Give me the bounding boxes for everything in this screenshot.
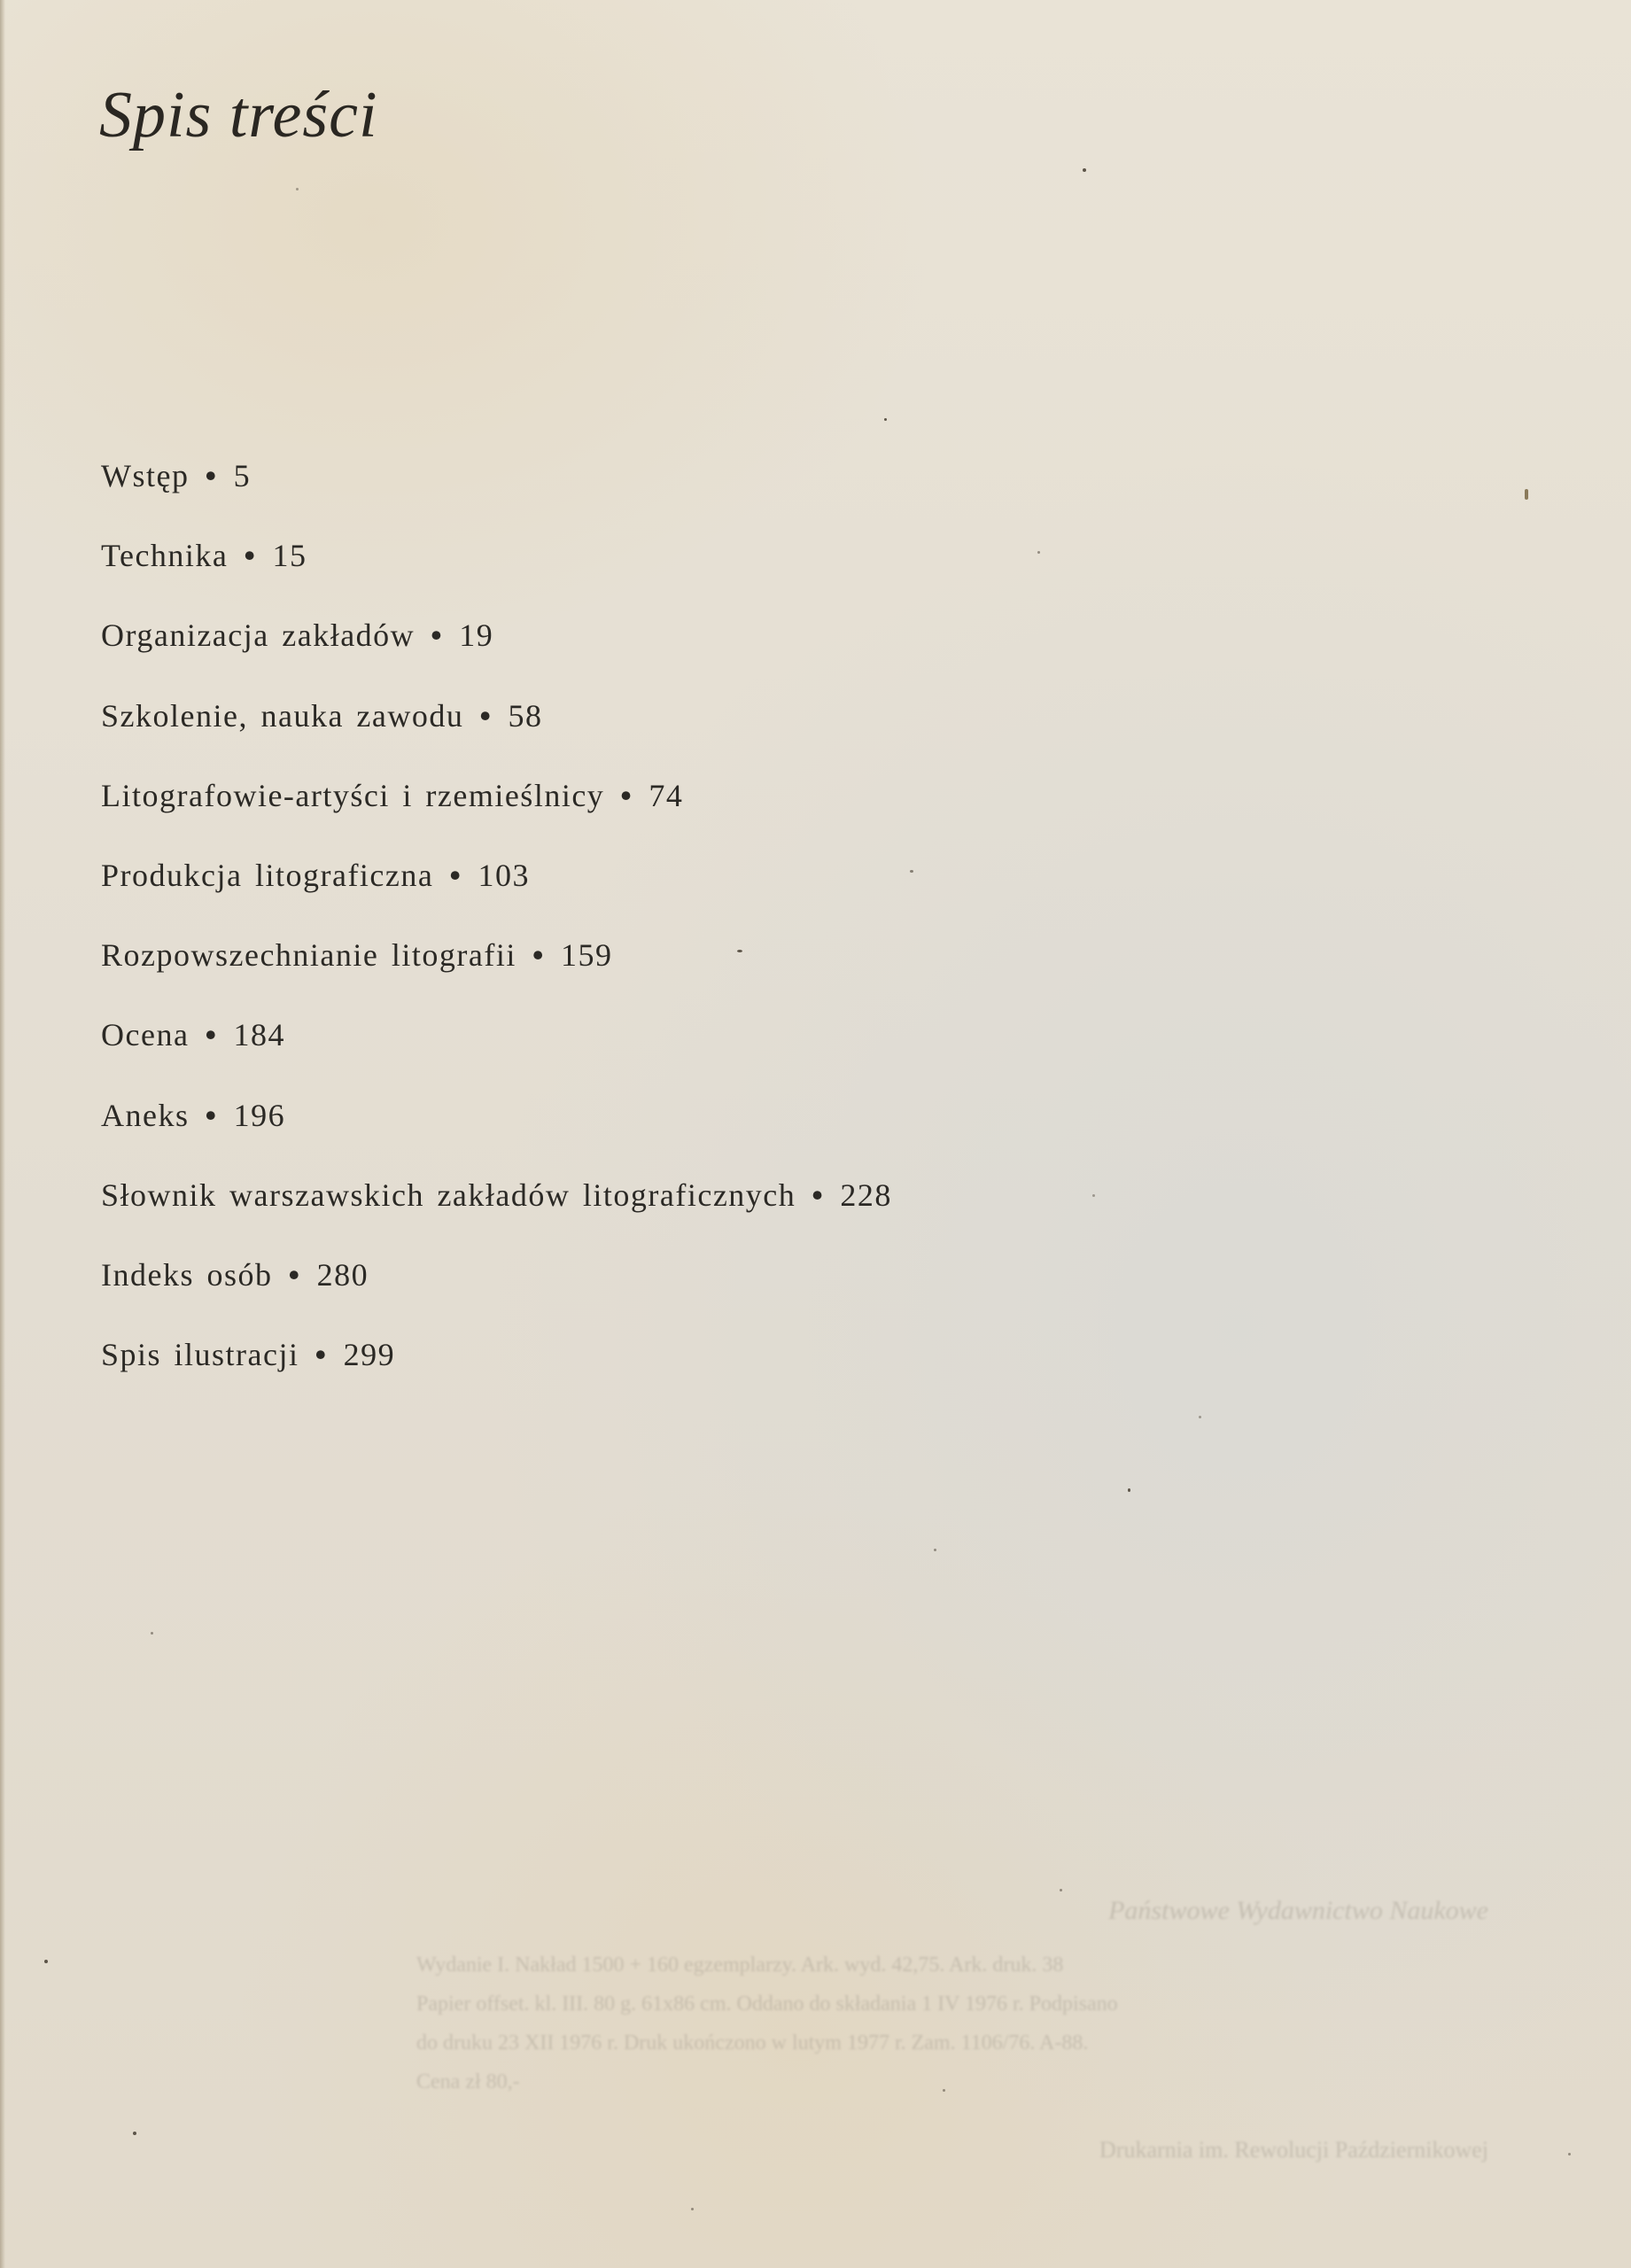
toc-entry-title: Organizacja zakładów xyxy=(101,617,416,654)
toc-entry-title: Produkcja litograficzna xyxy=(101,857,434,893)
toc-entry xyxy=(101,1251,892,1331)
toc-entry-page: 74 xyxy=(649,777,684,813)
toc-entry-page: 15 xyxy=(272,538,307,574)
toc-entry-page: 19 xyxy=(459,617,494,654)
toc-entry-page: 280 xyxy=(316,1256,369,1293)
imprint-publisher: Państwowe Wydawnictwo Naukowe xyxy=(1108,1896,1488,1925)
paper-speck xyxy=(737,950,742,952)
toc-entry xyxy=(101,931,892,1011)
paper-speck xyxy=(1199,1416,1201,1418)
paper-speck xyxy=(1083,168,1086,172)
paper-speck xyxy=(133,2132,136,2135)
paper-speck xyxy=(1060,1889,1062,1891)
toc-separator: • xyxy=(620,777,633,813)
toc-entry-title: Technika xyxy=(101,538,229,574)
toc-entry xyxy=(101,1091,892,1171)
imprint-line: Cena zł 80,- xyxy=(416,2070,520,2093)
page-title: Spis treści xyxy=(99,79,378,151)
toc-entry-title: Szkolenie, nauka zawodu xyxy=(101,697,464,734)
toc-entry-page: 5 xyxy=(233,458,252,493)
toc-separator: • xyxy=(315,1337,328,1373)
show-through-imprint xyxy=(416,1896,1488,2163)
paper-speck xyxy=(296,188,299,190)
toc-entry-page: 228 xyxy=(840,1177,892,1213)
toc-entry-page: 103 xyxy=(478,857,530,893)
toc-entry-title: Rozpowszechnianie litografii xyxy=(101,937,516,974)
toc-entry-title: Słownik warszawskich zakładów litograficznych xyxy=(101,1177,796,1213)
toc-entry-page: 159 xyxy=(560,937,613,974)
toc-entry xyxy=(101,532,892,611)
paper-speck xyxy=(910,870,913,873)
toc-entry xyxy=(101,851,892,931)
toc-separator: • xyxy=(812,1177,825,1213)
toc-separator: • xyxy=(449,857,462,893)
toc-entry xyxy=(101,1011,892,1091)
toc-entry-title: Aneks xyxy=(101,1097,190,1133)
imprint-printer: Drukarnia im. Rewolucji Październikowej xyxy=(1099,2137,1488,2163)
toc-entry-title: Wstęp xyxy=(101,458,190,493)
table-of-contents xyxy=(101,452,892,1410)
toc-entry xyxy=(101,1331,892,1410)
toc-entry-page: 196 xyxy=(233,1097,286,1133)
paper-speck xyxy=(691,2208,694,2210)
page-edge-shadow xyxy=(0,0,5,2268)
toc-entry-page: 299 xyxy=(343,1337,396,1373)
paper-speck xyxy=(934,1549,936,1551)
toc-separator: • xyxy=(205,1097,218,1133)
imprint-line: Papier offset. kl. III. 80 g. 61x86 cm. Oddano do składania 1 IV 1976 r. Podpisano xyxy=(416,1992,1118,2016)
toc-entry xyxy=(101,611,892,691)
toc-entry-title: Indeks osób xyxy=(101,1256,273,1293)
paper-speck xyxy=(44,1960,48,1963)
paper-speck xyxy=(1568,2153,1571,2155)
toc-entry-title: Ocena xyxy=(101,1017,190,1053)
toc-entry-title: Spis ilustracji xyxy=(101,1337,299,1373)
toc-entry-title: Litografowie-artyści i rzemieślnicy xyxy=(101,777,605,813)
toc-separator: • xyxy=(244,538,257,574)
toc-entry-page: 184 xyxy=(233,1017,286,1053)
toc-entry xyxy=(101,1171,892,1251)
paper-speck xyxy=(884,418,887,421)
paper-speck xyxy=(1092,1194,1095,1197)
imprint-line: do druku 23 XII 1976 r. Druk ukończono w lutym 1977 r. Zam. 1106/76. A-88. xyxy=(416,2031,1089,2054)
toc-entry xyxy=(101,452,892,532)
toc-separator: • xyxy=(288,1256,301,1293)
toc-separator: • xyxy=(205,1017,218,1053)
toc-separator: • xyxy=(479,697,493,734)
toc-separator: • xyxy=(205,458,218,493)
paper-speck xyxy=(943,2089,945,2092)
paper-speck xyxy=(1128,1488,1130,1492)
paper-speck xyxy=(151,1632,153,1635)
imprint-line: Wydanie I. Nakład 1500 + 160 egzemplarzy. Ark. wyd. 42,75. Ark. druk. 38 xyxy=(416,1953,1064,1977)
toc-entry-page: 58 xyxy=(508,697,543,734)
paper-speck xyxy=(1037,551,1040,554)
toc-entry xyxy=(101,772,892,851)
paper-speck xyxy=(1525,489,1528,500)
toc-separator: • xyxy=(431,617,444,654)
toc-entry xyxy=(101,692,892,772)
toc-separator: • xyxy=(532,937,545,974)
